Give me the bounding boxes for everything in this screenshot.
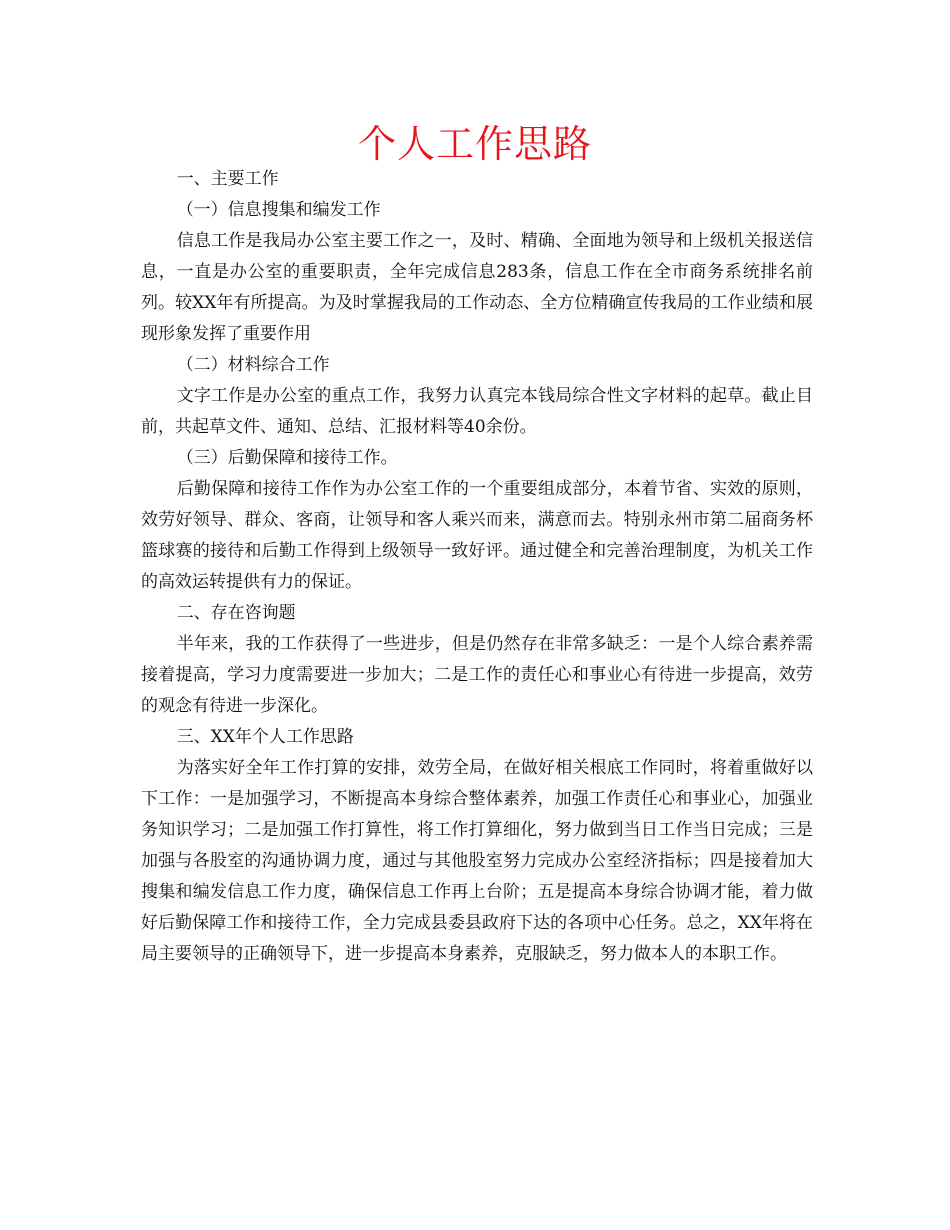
paragraph-plan: 为落实好全年工作打算的安排，效劳全局，在做好相关根底工作同时，将着重做好以下工作：一是加强学习，不断提高本身综合整体素养，加强工作责任心和事业心，加强业务知识学习；二是加强工作打算性，将工作打算细化，努力做到当日工作当日完成；三是加强与各股室的沟通协调力度，通过与其他股室努力完成办公室经济指标；四是接着加大搜集和编发信息工作力度，确保信息工作再上台阶；五是提高本身综合协调才能，着力做好后勤保障工作和接待工作，全力完成县委县政府下达的各项中心任务。总之，XX年将在局主要领导的正确领导下，进一步提高本身素养，克服缺乏，努力做本人的本职工作。	[141, 758, 813, 964]
section-heading-problems: 二、存在咨询题	[176, 603, 296, 623]
paragraph-problems: 半年来，我的工作获得了一些进步，但是仍然存在非常多缺乏：一是个人综合素养需接着提高，学习力度需要进一步加大；二是工作的责任心和事业心有待进一步提高，效劳的观念有待进一步深化。	[141, 634, 813, 716]
subheading-info-collection: （一）信息搜集和编发工作	[176, 200, 381, 220]
subheading-logistics: （三）后勤保障和接待工作。	[176, 448, 398, 468]
document-title: 个人工作思路	[357, 122, 592, 166]
section-heading-main-work: 一、主要工作	[176, 169, 279, 189]
subheading-materials: （二）材料综合工作	[176, 355, 330, 375]
paragraph-materials: 文字工作是办公室的重点工作，我努力认真完本钱局综合性文字材料的起草。截止目前，共起草文件、通知、总结、汇报材料等40余份。	[141, 386, 813, 437]
section-heading-plan: 三、XX年个人工作思路	[176, 727, 354, 747]
paragraph-logistics: 后勤保障和接待工作作为办公室工作的一个重要组成部分，本着节省、实效的原则，效劳好领导、群众、客商，让领导和客人乘兴而来，满意而去。特别永州市第二届商务杯篮球赛的接待和后勤工作得到上级领导一致好评。通过健全和完善治理制度，为机关工作的高效运转提供有力的保证。	[141, 479, 813, 592]
paragraph-info-work: 信息工作是我局办公室主要工作之一，及时、精确、全面地为领导和上级机关报送信息，一直是办公室的重要职责，全年完成信息283条，信息工作在全市商务系统排名前列。较XX年有所提高。为及时掌握我局的工作动态、全方位精确宣传我局的工作业绩和展现形象发挥了重要作用	[141, 231, 813, 344]
document-body	[141, 164, 813, 970]
